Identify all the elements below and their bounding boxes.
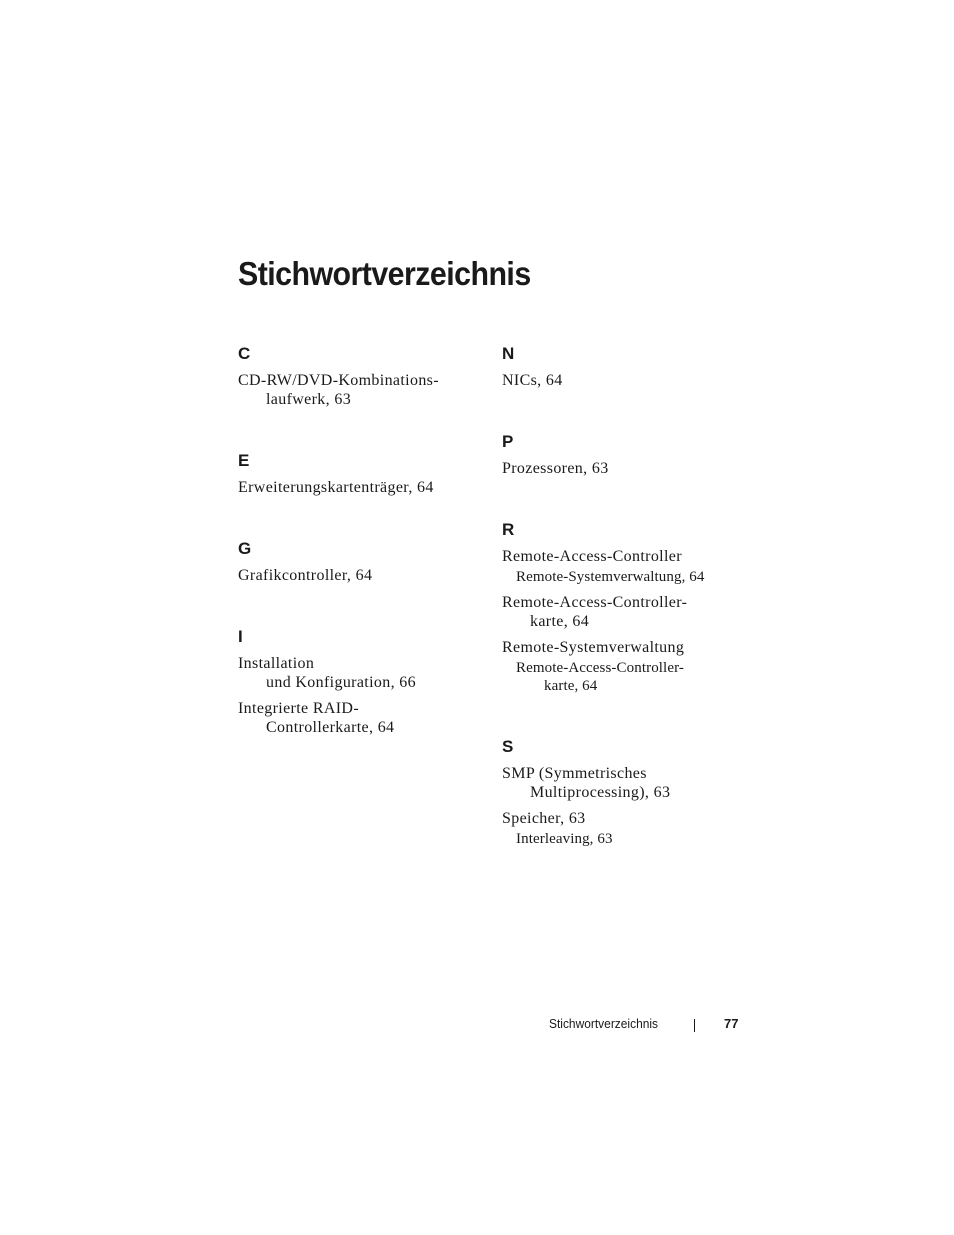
index-entry-text: und Konfiguration, 66	[266, 674, 416, 691]
index-subentry	[502, 568, 742, 586]
page-number: 77	[724, 1016, 739, 1031]
index-section-n	[502, 342, 742, 390]
index-subentry-text: Interleaving, 63	[516, 831, 613, 847]
index-entry	[238, 699, 478, 737]
page-title: Stichwortverzeichnis	[238, 255, 531, 292]
footer-separator	[694, 1019, 695, 1032]
index-subentry	[502, 830, 742, 848]
section-letter: I	[238, 627, 243, 646]
index-section-p	[502, 430, 742, 478]
index-entry-text: Controllerkarte, 64	[266, 719, 395, 736]
section-letter: R	[502, 520, 515, 539]
index-entry-text: Multiprocessing), 63	[530, 784, 671, 801]
index-entry-text: NICs, 64	[502, 372, 563, 389]
index-entry	[238, 566, 478, 585]
index-entry-text: Remote-Systemverwaltung	[502, 639, 685, 656]
section-letter: S	[502, 737, 514, 756]
index-entry-text: Speicher, 63	[502, 810, 586, 827]
index-section-r	[502, 518, 742, 695]
index-entry-text: laufwerk, 63	[266, 391, 352, 408]
index-entry-text: Erweiterungskartenträger, 64	[238, 479, 434, 496]
index-entry-text: Grafikcontroller, 64	[238, 567, 373, 584]
index-entry	[238, 371, 478, 409]
footer-section-label: Stichwortverzeichnis	[549, 1016, 659, 1031]
index-entry-text: karte, 64	[530, 613, 590, 630]
index-column-left	[238, 342, 478, 777]
index-entry-text: Prozessoren, 63	[502, 460, 609, 477]
index-entry	[238, 478, 478, 497]
section-letter: C	[238, 344, 251, 363]
index-entry	[502, 371, 742, 390]
index-subentry	[502, 659, 742, 695]
section-letter: E	[238, 451, 250, 470]
index-subentry-text: karte, 64	[544, 678, 598, 694]
index-entry	[502, 593, 742, 631]
index-section-g	[238, 537, 478, 585]
section-letter: N	[502, 344, 515, 363]
index-section-c	[238, 342, 478, 409]
index-column-right	[502, 342, 742, 888]
index-subentry-text: Remote-Systemverwaltung, 64	[516, 569, 705, 585]
index-entry-text: Remote-Access-Controller-	[502, 594, 688, 611]
index-entry	[502, 638, 742, 695]
index-subentry-text: Remote-Access-Controller-	[516, 660, 684, 676]
index-entry-text: Remote-Access-Controller	[502, 548, 682, 565]
section-letter: P	[502, 432, 514, 451]
index-entry	[502, 547, 742, 586]
index-entry	[238, 654, 478, 692]
index-entry	[502, 764, 742, 802]
index-entry	[502, 459, 742, 478]
index-section-i	[238, 625, 478, 737]
index-entry-text: Installation	[238, 655, 315, 672]
index-section-e	[238, 449, 478, 497]
index-entry-text: CD-RW/DVD-Kombinations-	[238, 372, 439, 389]
index-entry-text: SMP (Symmetrisches	[502, 765, 647, 782]
index-entry-text: Integrierte RAID-	[238, 700, 360, 717]
section-letter: G	[238, 539, 252, 558]
index-entry	[502, 809, 742, 848]
index-section-s	[502, 735, 742, 848]
